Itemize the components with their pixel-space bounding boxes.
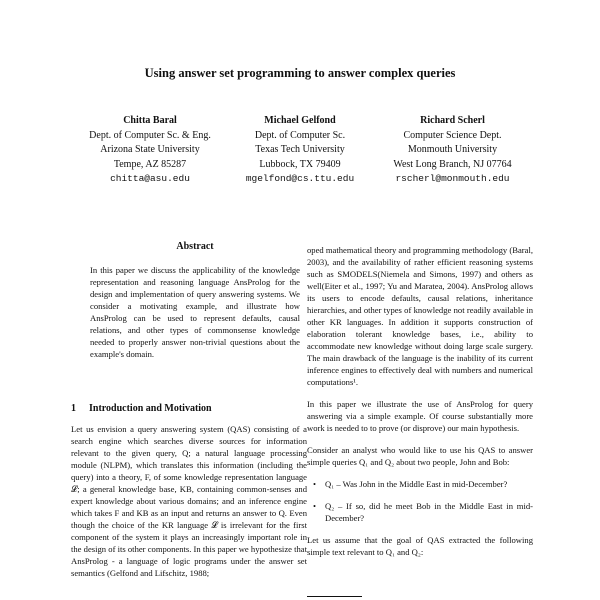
author-block-1	[70, 114, 230, 187]
list-item-text: Q₂ – If so, did he meet Bob in the Middle East in mid-December?	[325, 501, 533, 523]
body-paragraph: Consider an analyst who would like to use his QAS to answer simple queries Q₁ and Q₂ about two people, John and Bob:	[307, 445, 533, 467]
author-name: Michael Gelfond	[264, 115, 336, 126]
list-item	[307, 478, 533, 490]
author-institution: Monmouth University	[407, 144, 498, 155]
author-institution: Arizona State University	[100, 144, 200, 155]
footnote-rule	[307, 596, 362, 597]
body-paragraph: oped mathematical theory and programming methodology (Baral, 2003), and the availability of rather efficient reasoning systems such as SMODELS(Niemela and Simons, 1997) and others as well(Eiter et al., 1997; Yu and Maratea, 2004). AnsProlog allows its users to encode defaults, causal relations, inheritance hierarchies, and other types of knowledge not readily available in other KR languages. In addition it supports construction of elaboration tolerant knowledge bases, i.e., ability to accommodate new knowledge without doing large scale surgery. The main drawback of the language is the inability of its current inference engines to effectively deal with numbers and numerical computations¹.	[307, 245, 533, 387]
author-dept: Dept. of Computer Sc.	[254, 129, 346, 141]
author-name: Richard Scherl	[420, 115, 485, 126]
section-heading	[71, 403, 212, 414]
author-address: Tempe, AZ 85287	[113, 158, 187, 170]
abstract-paragraph: In this paper we discuss the applicability of the knowledge representation and reasoning language AnsProlog for the design and implementation of query answering systems. We consider a motivating example, and illustrate how AnsProlog can be used to represent defaults, causal relations, and other types of commonsense knowledge needed to properly answer non-trivial questions about the example's domain.	[90, 265, 300, 359]
author-dept: Dept. of Computer Sc. & Eng.	[89, 129, 211, 141]
list-item-text: Q₁ – Was John in the Middle East in mid-December?	[325, 479, 508, 489]
section-title: Introduction and Motivation	[89, 403, 212, 414]
body-paragraph: Let us assume that the goal of QAS extracted the following simple text relevant to Q₁ and Q₂:	[307, 535, 533, 557]
section-number: 1	[71, 403, 76, 414]
author-dept: Computer Science Dept.	[403, 129, 502, 141]
abstract-text	[90, 264, 300, 360]
author-institution: Texas Tech University	[255, 144, 345, 155]
author-name: Chitta Baral	[123, 115, 177, 126]
abstract-heading: Abstract	[176, 241, 214, 252]
author-email: chitta@asu.edu	[110, 173, 190, 184]
author-address: West Long Branch, NJ 07764	[393, 158, 512, 170]
author-email: rscherl@monmouth.edu	[395, 173, 510, 184]
bullet-marker: •	[313, 501, 317, 511]
section-body	[71, 423, 307, 579]
author-address: Lubbock, TX 79409	[259, 158, 341, 170]
right-column	[307, 244, 533, 568]
body-paragraph: Let us envision a query answering system (QAS) consisting of a search engine which searches diverse sources for information relevant to the given query, Q; a natural language processing module (NLPM), which translates this information (including the query) into a theory, F, of some knowledge representation language 𝓛; a general knowledge base, KB, containing common-senses and expert knowledge about various domains; and an inference engine which takes F and KB as an input and returns an answer to Q. Even though the choice of the KR language 𝓛 is irrelevant for the first component of the system it plays an increasingly important role in the design of its other components. In this paper we hypothesize that AnsProlog - a language of logic programs under the answer set semantics (Gelfond and Lifschitz, 1988;	[71, 424, 307, 578]
paper-title: Using answer set programming to answer complex queries	[144, 66, 456, 80]
author-block-2	[230, 114, 370, 187]
author-block-3	[370, 114, 535, 187]
bullet-marker: •	[313, 479, 317, 489]
author-email: mgelfond@cs.ttu.edu	[245, 173, 355, 184]
list-item	[307, 500, 533, 524]
body-paragraph: In this paper we illustrate the use of AnsProlog for query answering via a simple example. Of course substantially more work is needed to to prove (or disprove) our main hypothesis.	[307, 399, 533, 433]
